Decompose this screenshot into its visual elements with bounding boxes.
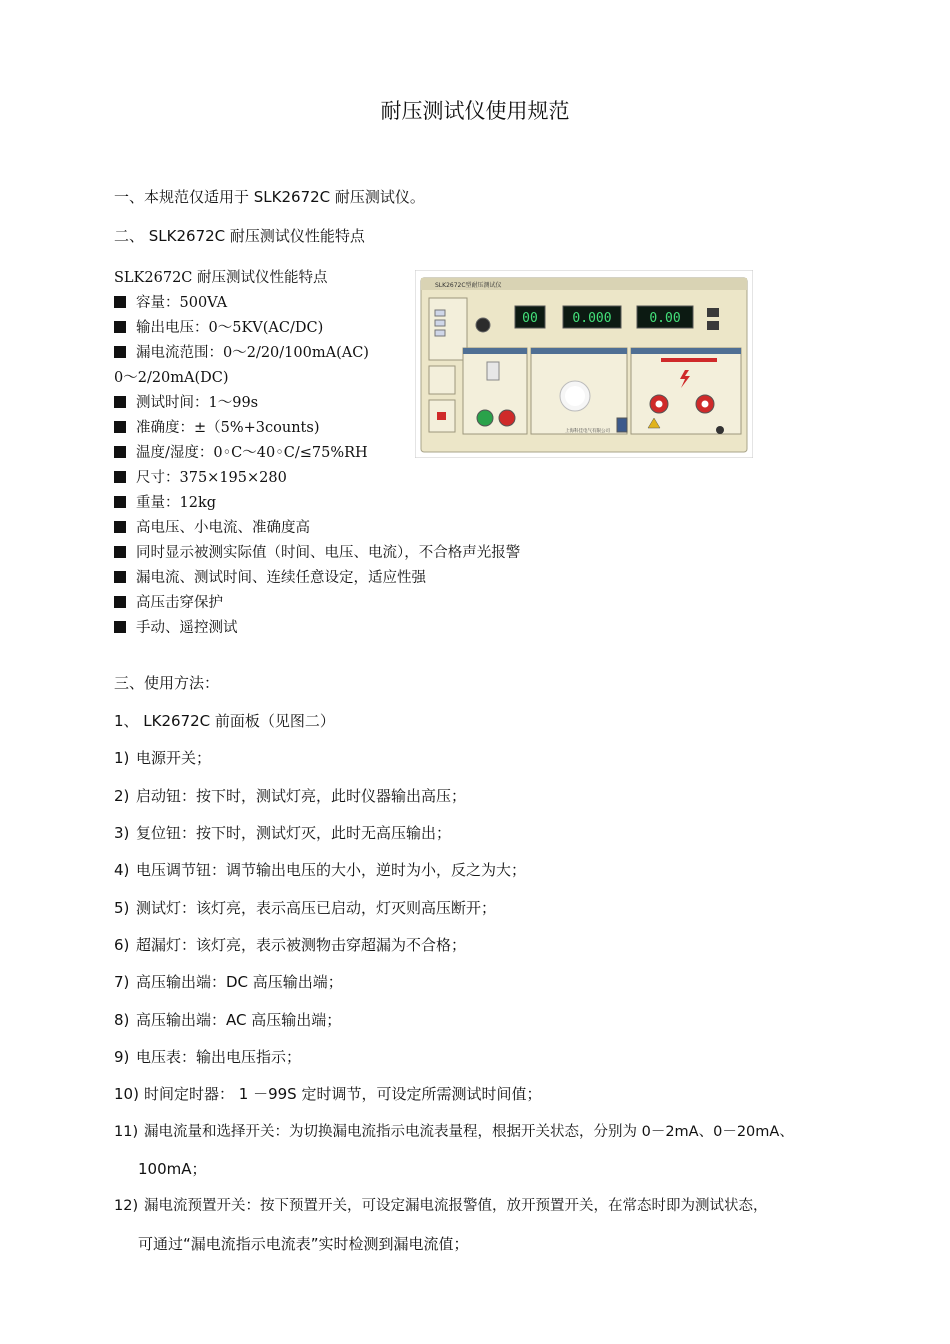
bullet-icon — [114, 471, 126, 483]
bullet-icon — [114, 546, 126, 558]
features-heading: SLK2672C 耐压测试仪性能特点 — [114, 270, 328, 286]
maker-label: 上海科佳电气有限公司 — [565, 429, 610, 434]
bullet-icon — [114, 446, 126, 458]
feature-continuation: 0～2/20mA(DC) — [114, 370, 229, 386]
bullet-icon — [114, 571, 126, 583]
feature-item: 测试时间：1～99s — [114, 393, 258, 413]
feature-item: 输出电压：0～5KV(AC/DC) — [114, 318, 323, 338]
section-1: 一、本规范仅适用于 SLK2672C 耐压测试仪。 — [114, 188, 425, 206]
list-item: 9) 电压表：输出电压指示； — [114, 1048, 302, 1066]
feature-item: 漏电流、测试时间、连续任意设定，适应性强 — [114, 568, 426, 588]
voltage-display: 0.000 — [572, 311, 612, 326]
list-item-continuation: 可通过“漏电流指示电流表”实时检测到漏电流值； — [138, 1235, 469, 1253]
list-item: 4) 电压调节钮：调节输出电压的大小，逆时为小，反之为大； — [114, 861, 527, 879]
list-item: 1) 电源开关； — [114, 749, 212, 767]
bullet-icon — [114, 496, 126, 508]
bullet-icon — [114, 596, 126, 608]
bullet-icon — [114, 346, 126, 358]
document-title: 耐压测试仪使用规范 — [380, 99, 570, 123]
feature-item: 手动、遥控测试 — [114, 618, 238, 638]
bullet-icon — [114, 396, 126, 408]
feature-item: 高压击穿保护 — [114, 593, 223, 613]
section-3: 三、使用方法： — [114, 674, 220, 692]
list-item: 6) 超漏灯：该灯亮，表示被测物击穿超漏为不合格； — [114, 936, 467, 954]
bullet-icon — [114, 321, 126, 333]
feature-item: 温度/湿度：0◦C～40◦C/≤75%RH — [114, 443, 368, 463]
time-display: 00 — [522, 311, 538, 326]
list-item: 11) 漏电流量和选择开关：为切换漏电流指示电流表量程，根据开关状态，分别为 0－2mA、0－20mA、 — [114, 1124, 794, 1140]
list-item: 10) 时间定时器： 1 －99S 定时调节，可设定所需测试时间值； — [114, 1085, 542, 1103]
list-item-continuation: 100mA； — [138, 1160, 207, 1178]
list-item: 5) 测试灯：该灯亮，表示高压已启动，灯灭则高压断开； — [114, 899, 497, 917]
bullet-icon — [114, 521, 126, 533]
feature-item: 同时显示被测实际值（时间、电压、电流），不合格声光报警 — [114, 543, 520, 563]
list-item: 7) 高压输出端：DC 高压输出端； — [114, 973, 343, 991]
feature-item: 容量：500VA — [114, 293, 227, 313]
device-photo — [415, 270, 753, 458]
bullet-icon — [114, 421, 126, 433]
list-item: 3) 复位钮：按下时，测试灯灭，此时无高压输出； — [114, 824, 452, 842]
list-item: 2) 启动钮：按下时，测试灯亮，此时仪器输出高压； — [114, 787, 467, 805]
section-2: 二、 SLK2672C 耐压测试仪性能特点 — [114, 227, 365, 245]
feature-item: 准确度：±（5%+3counts) — [114, 418, 319, 438]
current-display: 0.00 — [649, 311, 681, 326]
feature-item: 漏电流范围：0～2/20/100mA(AC) — [114, 343, 369, 363]
list-item: 12) 漏电流预置开关：按下预置开关，可设定漏电流报警值，放开预置开关，在常态时即为测试状态， — [114, 1198, 768, 1214]
feature-item: 高电压、小电流、准确度高 — [114, 518, 310, 538]
device-label: SLK2672C型耐压测试仪 — [435, 282, 502, 289]
feature-item: 尺寸：375×195×280 — [114, 468, 287, 488]
feature-item: 重量：12kg — [114, 493, 216, 513]
bullet-icon — [114, 621, 126, 633]
section-3-1: 1、 LK2672C 前面板（见图二） — [114, 712, 335, 730]
list-item: 8) 高压输出端：AC 高压输出端； — [114, 1011, 342, 1029]
bullet-icon — [114, 296, 126, 308]
